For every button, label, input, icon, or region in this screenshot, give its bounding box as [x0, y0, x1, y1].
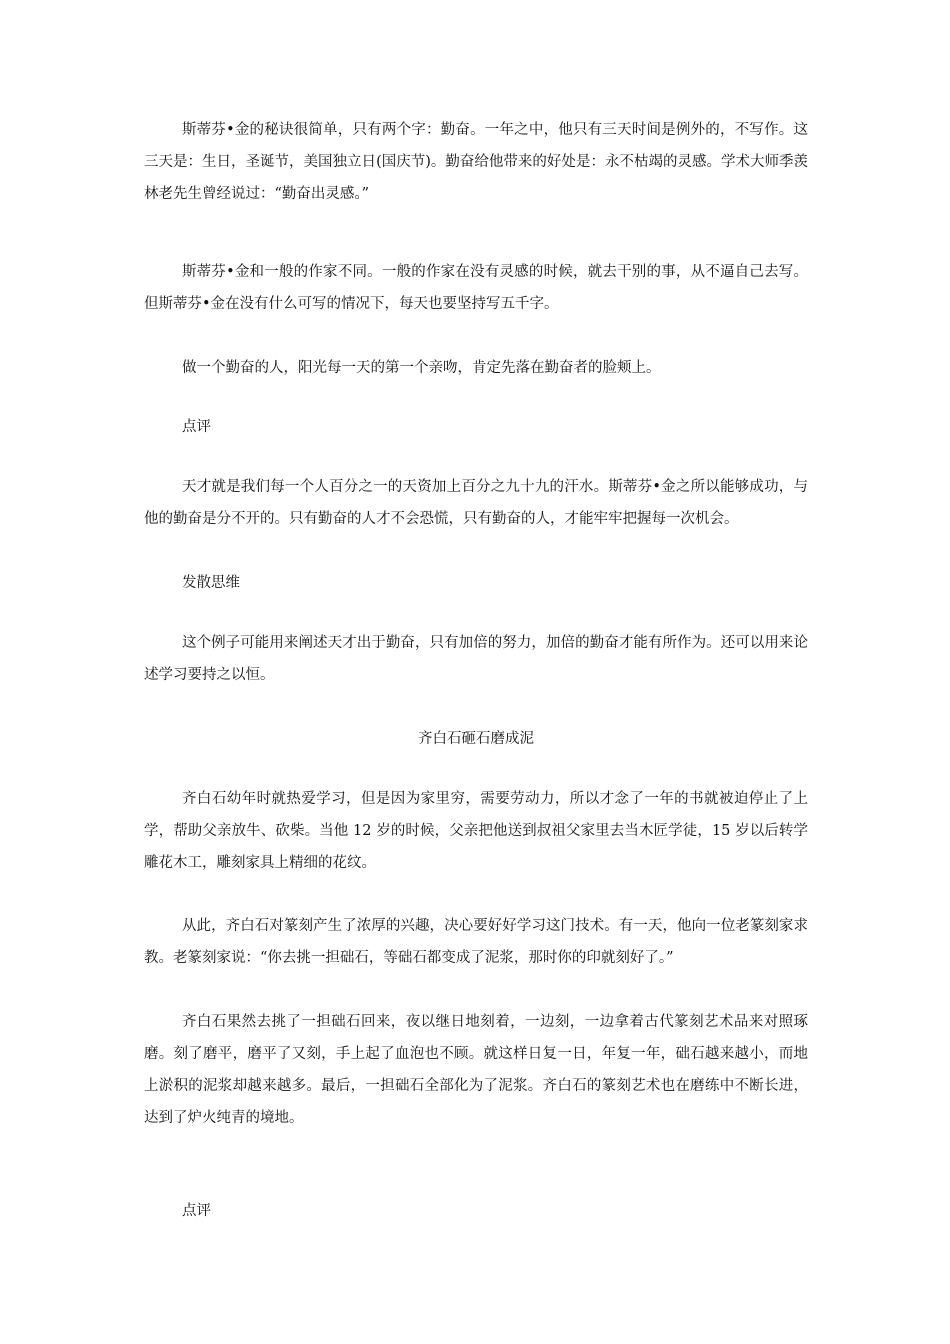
paragraph-diligence: [144, 352, 808, 384]
paragraph-text: 天才就是我们每一个人百分之一的天资加上百分之九十九的汗水。斯蒂芬•金之所以能够成功，与他的勤奋是分不开的。只有勤奋的人才不会恐慌，只有勤奋的人，才能牢牢把握每一次机会。: [144, 479, 808, 527]
section-label-divergent-thinking: [144, 567, 808, 599]
paragraph-example-use: [144, 627, 808, 691]
paragraph-text: 从此，齐白石对篆刻产生了浓厚的兴趣，决心要好好学习这门技术。有一天，他向一位老篆刻家求教。老篆刻家说：“你去挑一担础石，等础石都变成了泥浆，那时你的印就刻好了。”: [144, 918, 808, 966]
paragraph-text: 做一个勤奋的人，阳光每一天的第一个亲吻，肯定先落在勤奋者的脸颊上。: [182, 360, 661, 376]
section-title-qi-baishi: [144, 723, 808, 755]
paragraph-text: 齐白石幼年时就热爱学习，但是因为家里穷，需要劳动力，所以才念了一年的书就被迫停止了上学，帮助父亲放牛、砍柴。当他 12 岁的时候，父亲把他送到叔祖父家里去当木匠学徒，15 岁以后转学雕花木工，雕刻家具上精细的花纹。: [144, 791, 808, 871]
paragraph-text: 斯蒂芬•金的秘诀很简单，只有两个字：勤奋。一年之中，他只有三天时间是例外的，不写作。这三天是：生日，圣诞节，美国独立日(国庆节)。勤奋给他带来的好处是：永不枯竭的灵感。学术大师季羡林老先生曾经说过：“勤奋出灵感。”: [144, 122, 808, 202]
paragraph-qi-baishi-youth: [144, 783, 808, 879]
paragraph-text: 点评: [182, 419, 211, 435]
paragraph-text: 点评: [182, 1203, 211, 1219]
paragraph-stephen-king-secret: [144, 114, 808, 210]
section-label-comment-2: [144, 1195, 808, 1227]
paragraph-stephen-king-difference: [144, 256, 808, 320]
paragraph-text: 斯蒂芬•金和一般的作家不同。一般的作家在没有灵感的时候，就去干别的事，从不逼自己去写。但斯蒂芬•金在没有什么可写的情况下，每天也要坚持写五千字。: [144, 264, 808, 312]
paragraph-qi-baishi-practice: [144, 1006, 808, 1134]
section-label-comment: [144, 411, 808, 443]
paragraph-qi-baishi-seal-carving: [144, 910, 808, 974]
paragraph-text: 齐白石果然去挑了一担础石回来，夜以继日地刻着，一边刻，一边拿着古代篆刻艺术品来对照琢磨。刻了磨平，磨平了又刻，手上起了血泡也不顾。就这样日复一日，年复一年，础石越来越小，而地上淤积的泥浆却越来越多。最后，一担础石全部化为了泥浆。齐白石的篆刻艺术也在磨练中不断长进，达到了炉火纯青的境地。: [144, 1014, 808, 1126]
paragraph-text: 这个例子可能用来阐述天才出于勤奋，只有加倍的努力，加倍的勤奋才能有所作为。还可以用来论述学习要持之以恒。: [144, 635, 808, 683]
section-title: 齐白石砸石磨成泥: [418, 731, 534, 747]
paragraph-text: 发散思维: [182, 575, 240, 591]
paragraph-genius: [144, 471, 808, 535]
